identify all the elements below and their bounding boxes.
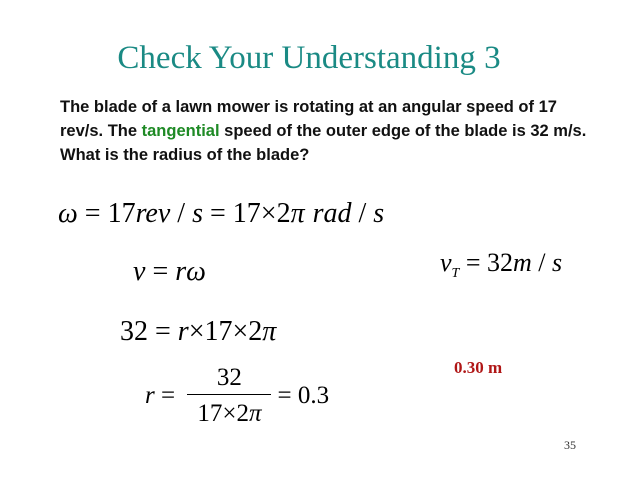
equals: = [145, 256, 176, 287]
tangential-highlight: tangential [141, 122, 220, 140]
tangential-velocity-formula [133, 258, 206, 286]
vt-value: = 32 [459, 248, 514, 277]
s-unit: s [373, 198, 385, 229]
pi-symbol: π [290, 198, 305, 229]
question-text [60, 95, 600, 167]
omega-symbol: ω [186, 256, 206, 287]
r-symbol: r [145, 382, 155, 409]
m-unit: m [513, 248, 532, 277]
pi-symbol: π [248, 400, 262, 427]
substitution-equation [120, 318, 276, 346]
slash: / [170, 198, 193, 229]
slash: / [531, 248, 553, 277]
v-symbol: v [133, 256, 146, 287]
substitution-lhs: 32 = [120, 316, 178, 347]
rad-unit: rad [312, 198, 352, 229]
rev-unit: rev [135, 198, 171, 229]
denominator-factors: 17×2 [197, 400, 249, 427]
pi-symbol: π [262, 316, 277, 347]
fraction-numerator: 32 [187, 365, 271, 395]
final-answer: 0.30 m [454, 358, 503, 377]
t-subscript: T [451, 266, 460, 281]
question-text-part1: The blade of a lawn mower is rotating at an angular speed of 17 rev/s. The [60, 98, 557, 140]
solution-equation [145, 365, 329, 426]
slash: / [351, 198, 374, 229]
slide-title: Check Your Understanding 3 [117, 40, 501, 76]
question-text-part2: speed of the outer edge of the blade is 32 m/s. What is the radius of the blade? [60, 122, 587, 164]
v-symbol: v [440, 248, 452, 277]
substitution-factors: ×17×2 [188, 316, 263, 347]
solution-result: = 0.3 [277, 382, 330, 409]
angular-speed-equation [58, 200, 384, 228]
omega-eq-value: = 17 [77, 198, 136, 229]
given-tangential-speed [440, 250, 562, 281]
page-number: 35 [564, 438, 576, 452]
omega-symbol: ω [58, 198, 78, 229]
s-unit: s [552, 248, 563, 277]
fraction-denominator [187, 395, 271, 426]
r-symbol: r [177, 316, 189, 347]
omega-eq-conversion: = 17×2 [202, 198, 291, 229]
equals: = [154, 382, 182, 409]
r-symbol: r [175, 256, 187, 287]
s-unit: s [192, 198, 203, 229]
fraction [187, 365, 271, 426]
